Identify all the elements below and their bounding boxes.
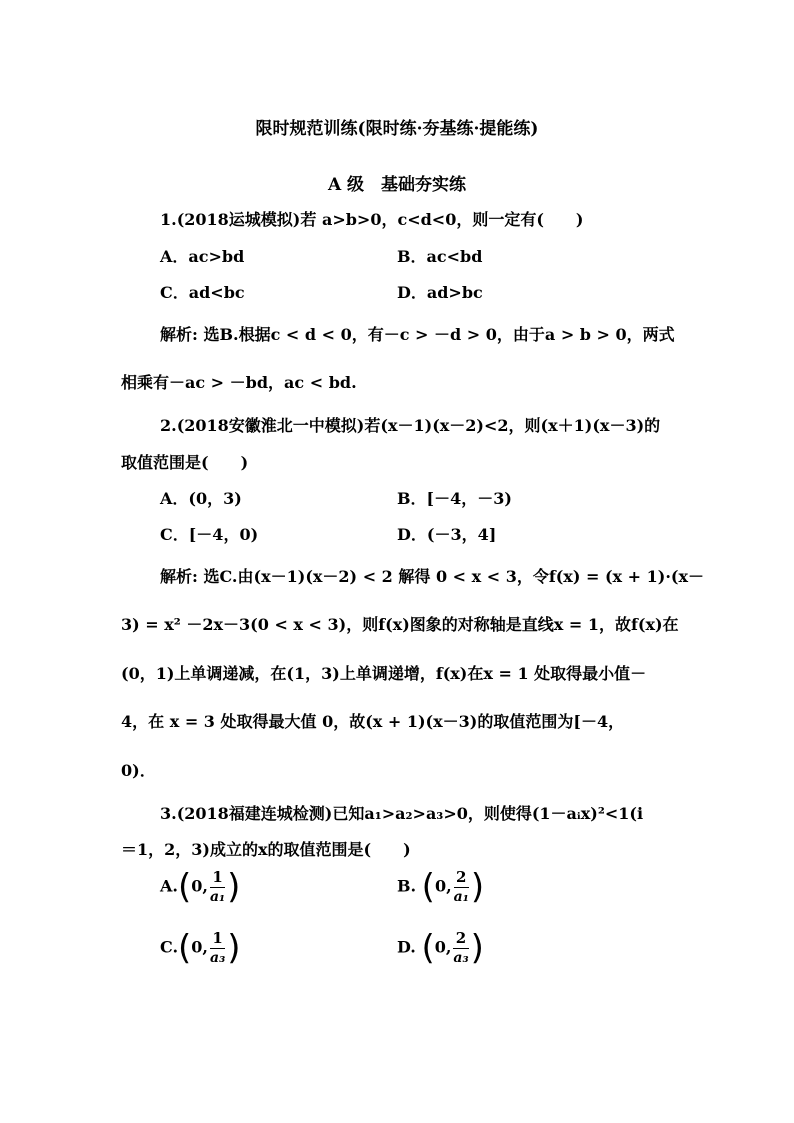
right-paren-icon: ): [470, 867, 485, 907]
q3-option-a-denominator: a₁: [209, 889, 226, 905]
q2-option-a: A．(0，3): [160, 489, 242, 508]
q2-stem-line-2: 取值范围是( ): [121, 453, 249, 472]
q2-solution-line-5: 0)．: [121, 761, 156, 780]
q3-option-d-label: D.: [397, 937, 416, 957]
q3-option-c-numerator: 1: [210, 931, 225, 949]
q3-option-c: [160, 928, 241, 968]
q3-option-a-prefix: 0,: [191, 876, 208, 896]
q3-option-b-label: B.: [397, 876, 417, 896]
q2-solution-line-1: 解析: 选C.由(x－1)(x－2) < 2 解得 0 < x < 3，令f(x) = (x + 1)·(x－: [160, 567, 704, 586]
right-paren-icon: ): [227, 928, 241, 968]
q1-option-c: C．ad<bc: [160, 283, 245, 302]
q3-option-c-denominator: a₃: [210, 950, 226, 966]
q1-solution-line-1: 解析: 选B.根据c < d < 0，有－c > －d > 0，由于a > b > 0，两式: [160, 325, 675, 344]
q3-option-d-fraction: [453, 931, 468, 965]
right-paren-icon: ): [227, 867, 241, 907]
left-paren-icon: (: [177, 867, 192, 907]
section-heading: A 级 基础夯实练: [327, 175, 467, 195]
q3-option-b-prefix: 0,: [434, 876, 452, 896]
q3-stem-line-2: ＝1，2，3)成立的x的取值范围是( ): [121, 840, 411, 859]
q3-option-d-denominator: a₃: [453, 950, 469, 966]
q3-option-d: [397, 928, 484, 968]
q3-option-c-label: C.: [160, 937, 179, 957]
q1-solution-line-2: 相乘有－ac > －bd，ac < bd.: [121, 373, 357, 392]
left-paren-icon: (: [421, 867, 435, 907]
q1-stem: 1.(2018运城模拟)若 a>b>0，c<d<0，则一定有( ): [160, 210, 584, 229]
q3-option-a-fraction: [210, 870, 225, 904]
q2-option-d: D．(－3，4]: [397, 525, 497, 544]
q3-option-b: [397, 867, 485, 907]
q3-option-a: [160, 867, 241, 907]
page-title: 限时规范训练(限时练·夯基练·提能练): [255, 119, 539, 139]
q3-option-b-fraction: [454, 870, 469, 904]
q1-option-d: D．ad>bc: [397, 283, 483, 302]
q3-option-c-prefix: 0,: [191, 937, 208, 957]
q3-option-d-numerator: 2: [453, 931, 468, 949]
q3-option-b-denominator: a₁: [453, 889, 469, 905]
q3-option-b-numerator: 2: [454, 870, 469, 888]
q3-option-c-fraction: [210, 931, 225, 965]
q2-stem-line-1: 2.(2018安徽淮北一中模拟)若(x－1)(x－2)<2，则(x＋1)(x－3)的: [160, 416, 661, 435]
q3-option-a-label: A.: [160, 876, 178, 896]
q3-option-a-numerator: 1: [210, 870, 225, 888]
q2-solution-line-2: 3) = x² －2x－3(0 < x < 3)，则f(x)图象的对称轴是直线x = 1，故f(x)在: [121, 615, 679, 634]
q2-option-c: C．[－4，0): [160, 525, 259, 544]
q2-solution-line-4: 4，在 x = 3 处取得最大值 0，故(x + 1)(x－3)的取值范围为[－4，: [121, 712, 625, 731]
left-paren-icon: (: [421, 928, 435, 968]
q3-stem-line-1: 3.(2018福建连城检测)已知a₁>a₂>a₃>0，则使得(1－aᵢx)²<1(i: [160, 804, 644, 823]
left-paren-icon: (: [178, 928, 192, 968]
q2-solution-line-3: (0，1)上单调递减，在(1，3)上单调递增，f(x)在x = 1 处取得最小值－: [121, 664, 647, 683]
q1-option-b: B．ac<bd: [397, 247, 483, 266]
q2-option-b: B．[－4，－3): [397, 489, 512, 508]
q3-option-d-prefix: 0,: [434, 937, 452, 957]
q1-option-a: A．ac>bd: [160, 247, 245, 266]
right-paren-icon: ): [470, 928, 484, 968]
